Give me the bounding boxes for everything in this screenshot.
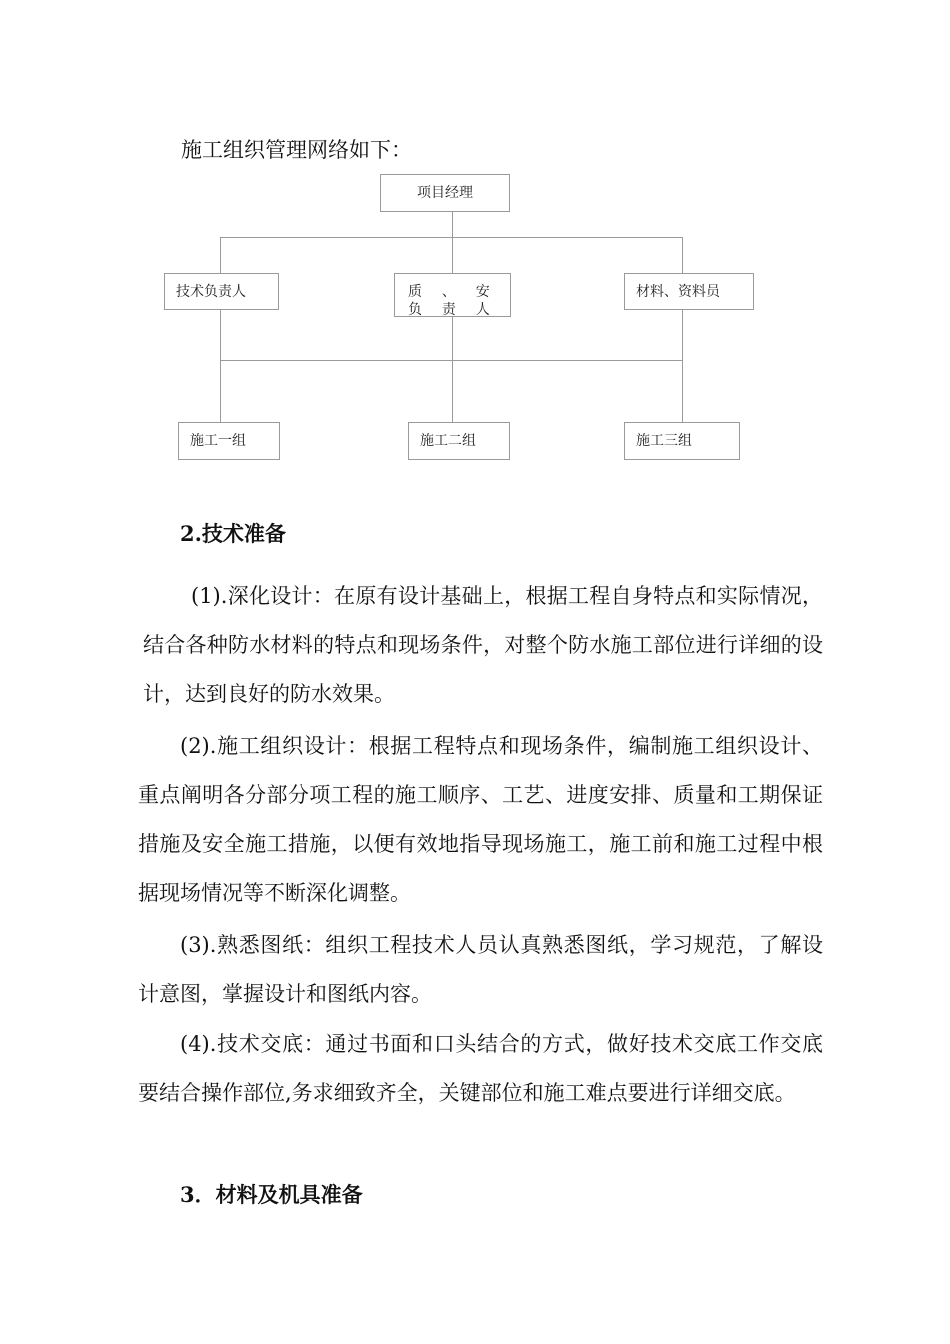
connector [452, 211, 453, 237]
connector [452, 237, 453, 273]
org-node-tech-lead: 技术负责人 [164, 273, 279, 310]
org-node-team-3: 施工三组 [624, 422, 740, 460]
paragraph: (1).深化设计：在原有设计基础上，根据工程自身特点和实际情况，结合各种防水材料的特点和现场条件，对整个防水施工部位进行详细的设计，达到良好的防水效果。 [143, 584, 823, 706]
org-node-team-1: 施工一组 [178, 422, 280, 460]
connector [452, 317, 453, 422]
org-node-quality-safety-lead: 质 、 安 负 责 人 [394, 273, 511, 317]
connector [682, 309, 683, 422]
connector [220, 237, 221, 273]
connector [220, 237, 682, 238]
org-node-materials-clerk: 材料、资料员 [624, 273, 754, 310]
intro-text: 施工组织管理网络如下： [181, 138, 412, 162]
section-heading: 3．材料及机具准备 [180, 1182, 363, 1207]
connector [220, 360, 682, 361]
section-heading: 2.技术准备 [180, 521, 286, 546]
paragraph: (2).施工组织设计：根据工程特点和现场条件，编制施工组织设计、重点阐明各分部分项工程的施工顺序、工艺、进度安排、质量和工期保证措施及安全施工措施，以便有效地指导现场施工，施工前和施工过程中根据现场情况等不断深化调整。 [138, 734, 823, 905]
paragraph: (4).技术交底：通过书面和口头结合的方式，做好技术交底工作交底要结合操作部位,务求细致齐全，关键部位和施工难点要进行详细交底。 [138, 1032, 823, 1105]
org-node-team-2: 施工二组 [408, 422, 510, 460]
connector [220, 309, 221, 360]
paragraph: (3).熟悉图纸：组织工程技术人员认真熟悉图纸，学习规范，了解设计意图，掌握设计和图纸内容。 [138, 933, 823, 1006]
connector [220, 360, 221, 422]
org-node-project-manager: 项目经理 [380, 174, 510, 212]
connector [682, 237, 683, 273]
